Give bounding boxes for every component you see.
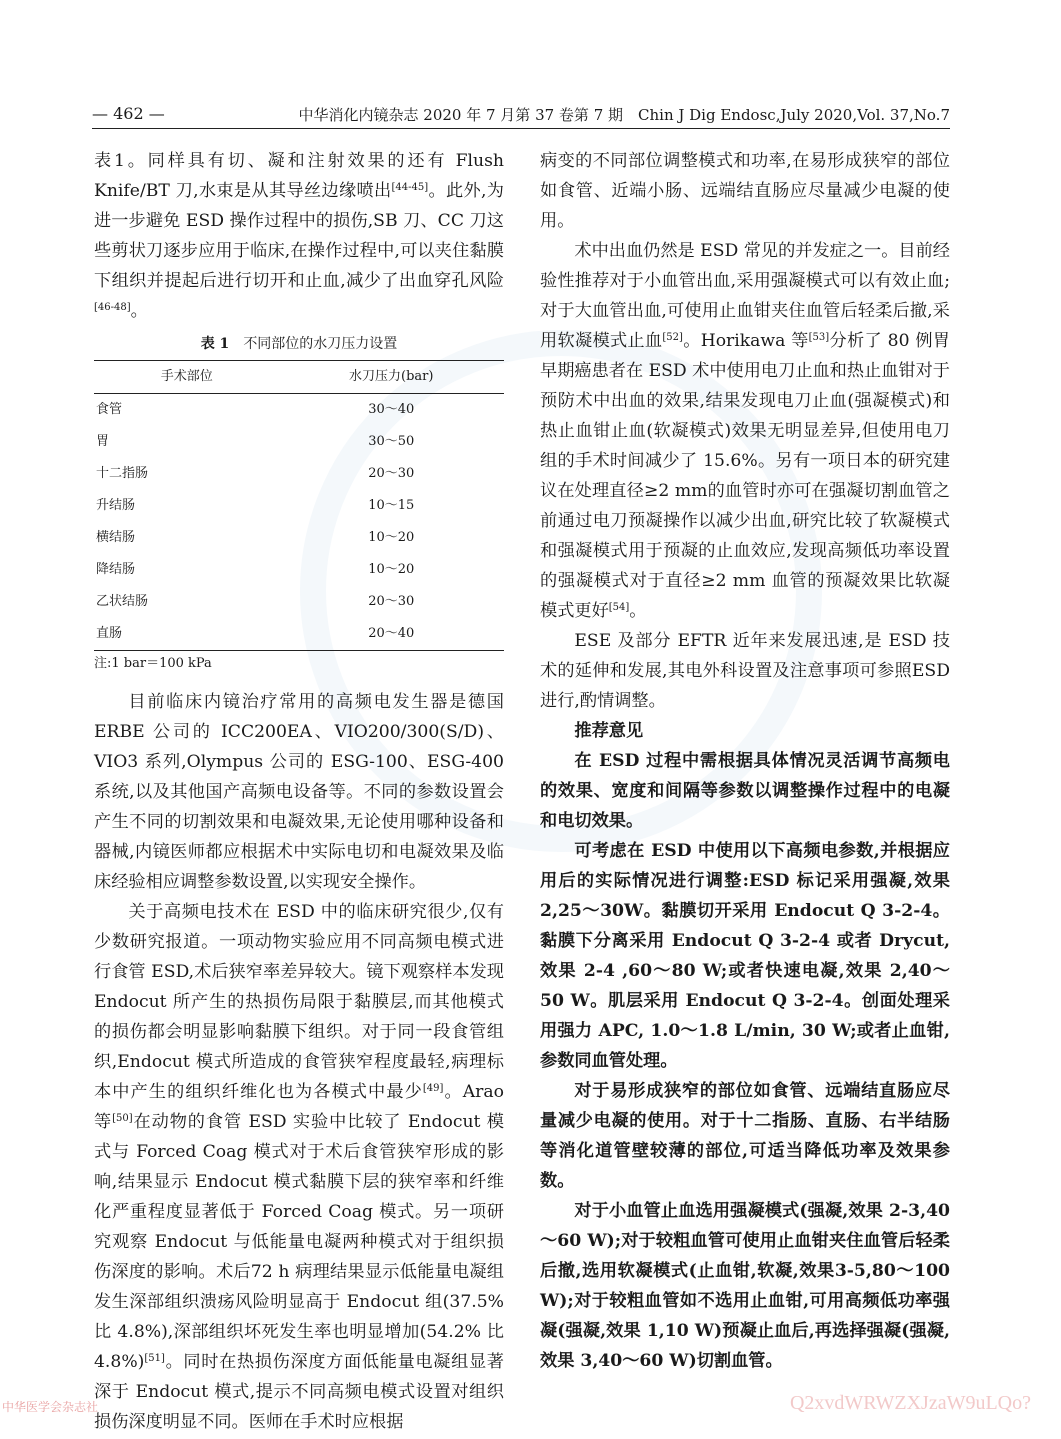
table-row — [94, 426, 504, 458]
paragraph-knife-types — [94, 146, 504, 326]
text-run: 关于高频电技术在 ESD 中的临床研究很少,仅有少数研究报道。一项动物实验应用不同高频电模式进行食管 ESD,术后狭窄率差异较大。镜下观察样本发现 Endocut 所产生的热损伤局限于黏膜层,而其他模式的损伤都会明显影响黏膜下组织。对于同一段食管组织,Endocut 模式所造成的食管狭窄程度最轻,病理标本中产生的组织纤维化也为各模式中最少 — [94, 902, 504, 1102]
paragraph-generators: 目前临床内镜治疗常用的高频电发生器是德国ERBE 公司的 ICC200EA、VIO200/300(S/D)、VIO3 系列,Olympus 公司的 ESG-100、ESG-400 系统,以及其他国产高频电设备等。不同的参数设置会产生不同的切割效果和电凝效果,无论使用哪种设备和器械,内镜医师都应根据术中实际电切和电凝效果及临床经验相应调整参数设置,以实现安全操作。 — [94, 692, 504, 892]
citation: [44-45] — [391, 182, 429, 193]
paragraph-clinical-studies — [94, 897, 504, 1437]
table-row — [94, 458, 504, 490]
cell-pressure: 20～30 — [368, 594, 415, 609]
paragraph-continued: 病变的不同部位调整模式和功率,在易形成狭窄的部位如食管、近端小肠、远端结直肠应尽量减少电凝的使用。 — [540, 151, 950, 231]
document-id: Q2xvdWRWZXJzaW9uLQo? — [789, 1392, 1031, 1414]
table-row — [94, 394, 504, 427]
table-note: 注:1 bar＝100 kPa — [94, 656, 212, 671]
cell-pressure: 20～30 — [368, 466, 415, 481]
recommendation-heading: 推荐意见 — [574, 721, 644, 741]
cell-pressure: 10～15 — [368, 498, 415, 513]
cell-site: 食管 — [96, 402, 123, 417]
table-label: 表 1 — [200, 336, 230, 352]
cell-site: 胃 — [96, 434, 110, 449]
cell-site: 降结肠 — [96, 562, 136, 577]
citation: [49] — [422, 1083, 444, 1094]
recommendation-2: 可考虑在 ESD 中使用以下高频电参数,并根据应用后的实际情况进行调整:ESD 标记采用强凝,效果 2,25～30W。黏膜切开采用 Endocut Q 3-2-4。黏膜下分离采用 Endocut Q 3-2-4 或者 Drycut,效果 2-4 ,60～80 W;或者快速电凝,效果 2,40～50 W。肌层采用 Endocut Q 3-2-4。创面处理采用强力 APC, 1.0～1.8 L/min, 30 W;或者止血钳,参数同血管处理。 — [540, 841, 950, 1071]
table-title: 不同部位的水刀压力设置 — [243, 336, 398, 352]
citation: [53] — [808, 332, 830, 343]
table-row — [94, 554, 504, 586]
publisher-logo: 中华医学会杂志社 — [2, 1400, 99, 1414]
cell-site: 升结肠 — [96, 498, 136, 513]
paragraph-bleeding — [540, 236, 950, 626]
table-row — [94, 618, 504, 651]
running-header — [92, 100, 950, 129]
cell-site: 横结肠 — [96, 530, 136, 545]
citation: [54] — [608, 602, 630, 613]
recommendation-1: 在 ESD 过程中需根据具体情况灵活调节高频电的效果、宽度和间隔等参数以调整操作过程中的电凝和电切效果。 — [540, 751, 950, 831]
text-run: 分析了 80 例胃早期癌患者在 ESD 术中使用电刀止血和热止血钳对于预防术中出血的效果,结果发现电刀止血(强凝模式)和热止血钳止血(软凝模式)效果无明显差异,但使用电刀组的手术时间减少了 15.6%。另有一项日本的研究建议在处理直径≥2 mm的血管时亦可在强凝切割血管之前通过电刀预凝操作以减少出血,研究比较了软凝模式和强凝模式用于预凝的止血效应,发现高频低功率设置的强凝模式对于直径≥2 mm 血管的预凝效果比软凝模式更好 — [540, 331, 950, 621]
cell-pressure: 20～40 — [279, 618, 505, 651]
table-row — [94, 490, 504, 522]
recommendation-4: 对于小血管止血选用强凝模式(强凝,效果 2-3,40～60 W);对于较粗血管可使用止血钳夹住血管后轻柔后撤,选用软凝模式(止血钳,软凝,效果3-5,80～100 W);对于较粗血管如不选用止血钳,可用高频低功率强凝(强凝,效果 1,10 W)预凝止血后,再选择强凝(强凝,效果 3,40～60 W)切割血管。 — [540, 1201, 950, 1371]
cell-site: 十二指肠 — [96, 466, 149, 481]
cell-pressure: 30～40 — [368, 402, 415, 417]
citation: [51] — [144, 1353, 165, 1364]
cell-pressure: 10～20 — [368, 530, 415, 545]
text-run: 表1。同样具有切、凝和注射效果的还有 Flush Knife/BT 刀,水束是从其导丝边缘喷出 — [94, 151, 504, 201]
col-header-pressure: 水刀压力(bar) — [279, 361, 505, 394]
citation: [46-48] — [94, 302, 131, 313]
text-run: 。Horikawa 等 — [682, 331, 809, 351]
cell-pressure: 30～50 — [368, 434, 415, 449]
cell-site: 直肠 — [94, 618, 279, 651]
text-run: 。同时在热损伤深度方面低能量电凝组显著深于 Endocut 模式,提示不同高频电模式设置对组织损伤深度明显不同。医师在手术时应根据 — [94, 1352, 504, 1432]
right-column — [540, 146, 950, 1376]
pressure-table — [94, 360, 504, 651]
recommendation-3: 对于易形成狭窄的部位如食管、远端结直肠应尽量减少电凝的使用。对于十二指肠、直肠、右半结肠等消化道管壁较薄的部位,可适当降低功率及效果参数。 — [540, 1081, 950, 1191]
text-run: 。Arao 等 — [94, 1082, 504, 1132]
text-run: 。 — [130, 301, 148, 321]
table-row — [94, 522, 504, 554]
journal-citation: 中华消化内镜杂志 2020 年 7 月第 37 卷第 7 期 Chin J Dig Endosc,July 2020,Vol. 37,No.7 — [298, 106, 950, 124]
left-column — [94, 146, 504, 1437]
cell-pressure: 10～20 — [368, 562, 415, 577]
page-number: — 462 — — [92, 104, 165, 123]
citation: [52] — [662, 332, 683, 343]
cell-site: 乙状结肠 — [96, 594, 149, 609]
paragraph-ese-eftr: ESE 及部分 EFTR 近年来发展迅速,是 ESD 技术的延伸和发展,其电外科设置及注意事项可参照ESD 进行,酌情调整。 — [540, 631, 950, 711]
text-run: 在动物的食管 ESD 实验中比较了 Endocut 模式与 Forced Coag 模式对于术后食管狭窄形成的影响,结果显示 Endocut 模式黏膜下层的狭窄率和纤维化严重程度显著低于 Forced Coag 模式。另一项研究观察 Endocut 与低能量电凝两种模式对于组织损伤深度的影响。术后72 h 病理结果显示低能量电凝组发生深部组织溃疡风险明显高于 Endocut 组(37.5% 比 4.8%),深部组织坏死发生率也明显增加(54.2% 比 4.8%) — [94, 1112, 504, 1372]
citation: [50] — [112, 1113, 133, 1124]
table-1 — [94, 332, 504, 675]
table-row — [94, 586, 504, 618]
text-run: 。 — [629, 601, 647, 621]
table-caption — [94, 332, 504, 356]
table-header-row — [94, 361, 504, 394]
col-header-site: 手术部位 — [94, 361, 279, 394]
text-run: 。此外,为进一步避免 ESD 操作过程中的损伤,SB 刀、CC 刀这些剪状刀逐步应用于临床,在操作过程中,可以夹住黏膜下组织并提起后进行切开和止血,减少了出血穿孔风险 — [94, 181, 504, 291]
text-run: 术中出血仍然是 ESD 常见的并发症之一。目前经验性推荐对于小血管出血,采用强凝模式可以有效止血;对于大血管出血,可使用止血钳夹住血管后轻柔后撤,采用软凝模式止血 — [540, 241, 950, 351]
